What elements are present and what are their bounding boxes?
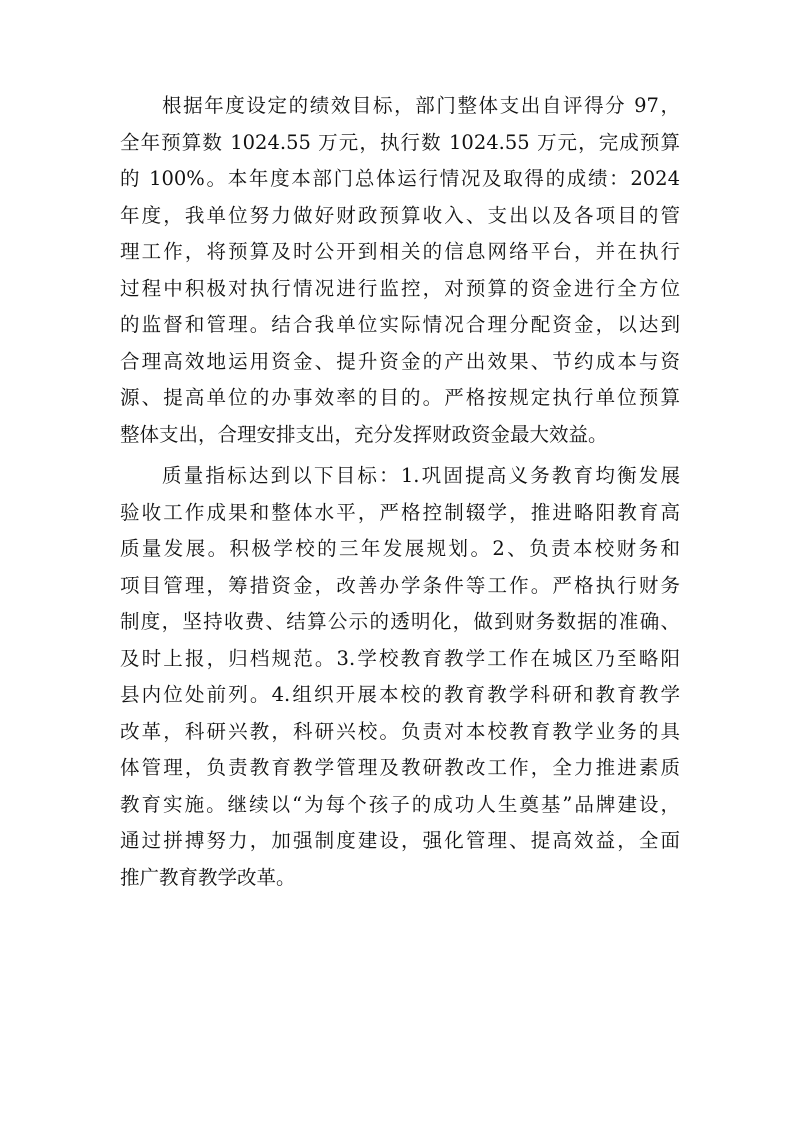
text-line: 制度，坚持收费、结算公示的透明化，做到财务数据的准确、 <box>120 610 680 633</box>
text-line: 质量发展。积极学校的三年发展规划。2、负责本校财务和 <box>120 537 680 560</box>
text-line: 体管理，负责教育教学管理及教研教改工作，全力推进素质 <box>120 756 680 779</box>
text-line: 年度，我单位努力做好财政预算收入、支出以及各项目的管 <box>120 203 680 227</box>
text-line: 全年预算数 1024.55 万元，执行数 1024.55 万元，完成预算 <box>120 130 680 154</box>
text-line: 的监督和管理。结合我单位实际情况合理分配资金，以达到 <box>120 313 680 336</box>
text-line: 质量指标达到以下目标：1.巩固提高义务教育均衡发展 <box>162 464 680 487</box>
text-line: 通过拼搏努力，加强制度建设，强化管理、提高效益，全面 <box>120 829 680 852</box>
text-line: 理工作，将预算及时公开到相关的信息网络平台，并在执行 <box>120 240 680 263</box>
text-line: 根据年度设定的绩效目标，部门整体支出自评得分 97， <box>162 94 680 117</box>
text-line: 整体支出，合理安排支出，充分发挥财政资金最大效益。 <box>120 422 608 446</box>
text-line: 项目管理，筹措资金，改善办学条件等工作。严格执行财务 <box>120 573 680 597</box>
text-line: 改革，科研兴教，科研兴校。负责对本校教育教学业务的具 <box>120 719 680 743</box>
text-line: 的 100%。本年度本部门总体运行情况及取得的成绩：2024 <box>120 167 680 190</box>
text-line: 验收工作成果和整体水平，严格控制辍学，推进略阳教育高 <box>120 500 680 524</box>
text-line: 县内位处前列。4.组织开展本校的教育教学科研和教育教学 <box>120 683 680 706</box>
text-line: 及时上报，归档规范。3.学校教育教学工作在城区乃至略阳 <box>120 646 680 670</box>
text-line: 合理高效地运用资金、提升资金的产出效果、节约成本与资 <box>120 349 680 373</box>
text-line: 过程中积极对执行情况进行监控，对预算的资金进行全方位 <box>120 276 680 300</box>
text-line: 教育实施。继续以“为每个孩子的成功人生奠基”品牌建设， <box>120 792 680 816</box>
text-line: 源、提高单位的办事效率的目的。严格按规定执行单位预算 <box>120 386 680 409</box>
text-line: 推广教育教学改革。 <box>120 865 296 889</box>
